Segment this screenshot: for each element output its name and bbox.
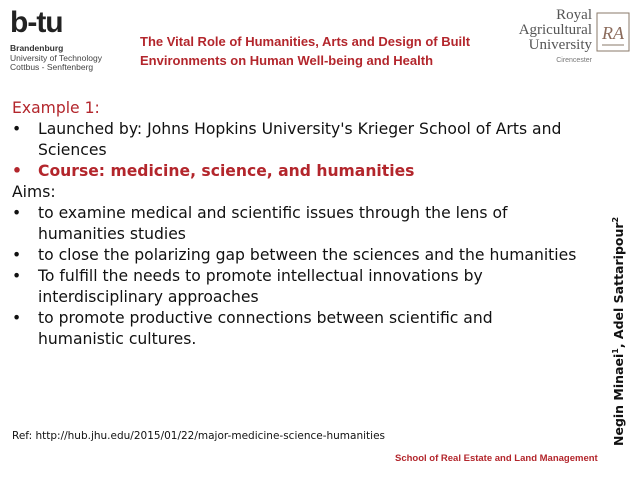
author-2-name: Adel Sattaripour (611, 222, 626, 340)
authors-vertical (575, 208, 635, 448)
intro-bullet-2 (12, 161, 612, 182)
bullet-dot: • (12, 204, 22, 222)
intro-bullet-1 (12, 119, 612, 161)
aim-text: To fulfill the needs to promote intellectual innovations by interdisciplinary approaches (38, 267, 483, 306)
rau-line-2: Agricultural (518, 22, 592, 38)
aim-bullet-3 (12, 266, 578, 308)
rau-monogram-icon (596, 12, 630, 52)
bullet-dot: • (12, 309, 22, 327)
btu-line-1: Brandenburg (10, 43, 64, 53)
aim-bullet-2 (12, 245, 578, 266)
reference-link[interactable]: Ref: http://hub.jhu.edu/2015/01/22/major-medicine-science-humanities (12, 430, 386, 442)
slide-header-title: The Vital Role of Humanities, Arts and Design of Built Environments on Human Well-being and Health (140, 34, 471, 68)
example-heading: Example 1: (12, 99, 100, 117)
rau-subtitle: Cirencester (556, 57, 592, 64)
aim-bullet-4 (12, 308, 578, 350)
btu-logo-text (10, 44, 102, 73)
bullet-dot: • (12, 120, 22, 138)
btu-line-3: Cottbus - Senftenberg (10, 62, 94, 72)
footer-school-name: School of Real Estate and Land Management (395, 453, 598, 464)
authors-separator: , (611, 339, 626, 349)
btu-logo-wordmark: b-tu (10, 6, 63, 39)
svg-text:RA: RA (602, 23, 624, 43)
author-1-name: Negin Minaei (611, 353, 626, 446)
aim-bullet-1 (12, 203, 578, 245)
authors-text (611, 217, 626, 446)
intro-bullet-text: Course: medicine, science, and humanities (38, 162, 415, 180)
aim-text: to promote productive connections between scientific and humanistic cultures. (38, 309, 493, 348)
aims-heading: Aims: (12, 183, 56, 201)
bullet-dot: • (12, 162, 22, 180)
aim-text: to close the polarizing gap between the sciences and the humanities (38, 246, 577, 264)
author-1-sup: 1 (611, 348, 620, 354)
rau-line-3: University (528, 37, 592, 53)
slide-content (12, 98, 612, 350)
rau-logo-text (510, 8, 592, 68)
aim-text: to examine medical and scientific issues through the lens of humanities studies (38, 204, 508, 243)
bullet-dot: • (12, 267, 22, 285)
author-2-sup: 2 (611, 216, 620, 223)
btu-line-2: University of Technology (10, 52, 102, 63)
intro-bullet-text: Launched by: Johns Hopkins University's Krieger School of Arts and Sciences (38, 120, 562, 159)
bullet-dot: • (12, 246, 22, 264)
rau-line-1: Royal (556, 7, 592, 23)
